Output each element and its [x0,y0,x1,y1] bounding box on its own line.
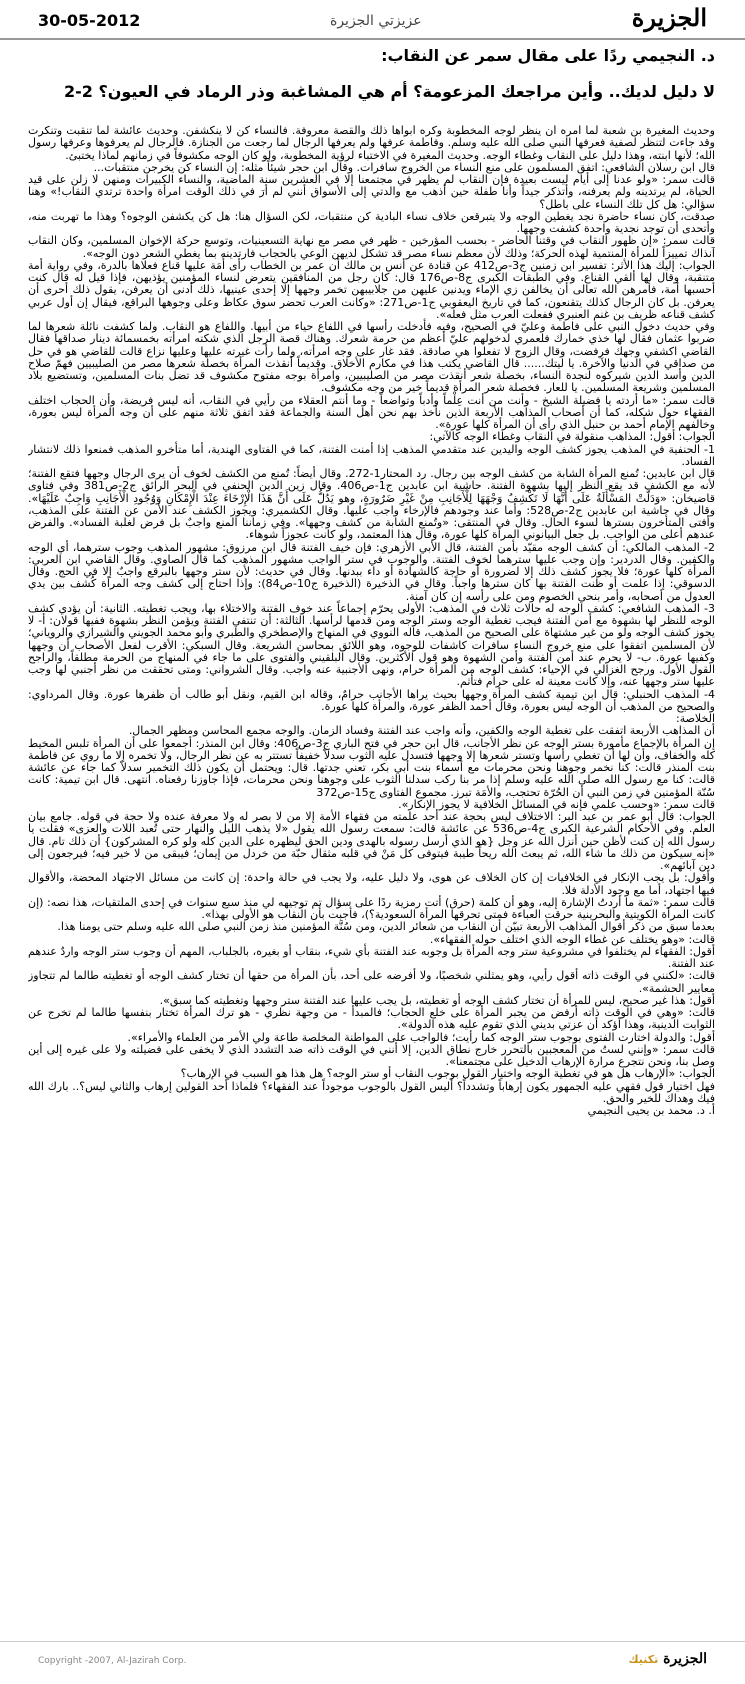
article-body [28,125,715,1638]
article-paragraph: أقول: هذا غير صحيح، ليس للمرأة أن تختار كشف الوجه أو تغطيته، بل يجب عليها عند الفتنة ستر وجهها وتغطيته كما سبق». [159,993,715,1007]
article-paragraph: قالت: «وهي في الوقت ذاته أرفض من يجبر المرأة على خلع الحجاب؛ فالمبدأ - من وجهة نظري - هو ترك المرأة تختار بنفسها طالما لم تخرج عن الثوابت الدينية، وهذا أؤكد أن عزتي بديني الذي تقوم عليه هذه الدولة». [28,1006,715,1032]
article-paragraph: أقول: والدولة اختارت الفتوى بوجوب ستر الوجه كما رأيت؛ فالواجب على المواطنة المخلصة طاعة ولي الأمر من العلماء والأمراء». [127,1030,715,1044]
article-paragraph: الخلاصة: [675,712,715,725]
page-header [0,0,745,40]
article-paragraph: قالت سمر: «ما أردته يا فضيلة الشيخ - وأنت من أنت عِلْماً وأدباً وتواضعاً - وما أنتم العقلاء من رأيي في النقاب، أنه ليس فريضة، وأن الحجاب اختلف الفقهاء حول شكله، كما أن أصحاب المذاهب الأربعة الذين نأخذ بهم نحن أهل السنة والجماعة فقد اتفق ثلاثة منهم على أن وجه المرأة ليس بعورة، وخالفهم الإمام أحمد بن حنبل الذي رأى أن المرأة كلها عورة». [28,393,715,431]
article-paragraph: الجواب: قال أبو عمر بن عبد البر: الاختلاف ليس بحجة عند أحد علمته من فقهاء الأمة إلا من لا بصر له ولا معرفة عنده ولا حجة في قوله. جامع بيان العلم. وفي الأحكام الشرعية الكبرى ج4-ص536 عن عائشة قالت: سمعت رسول الله يقول «لا يذهب الليل والنهار حتى تُعبد اللات والعزى» فقلت يا رسول الله إن كنت لأظن حين أنزل الله عز وجل {هو الذي أرسل رسوله بالهدى ودين الحق ليظهره على الدين كله ولو كره المشركون} أن ذلك تام. قال «إنه سيكون من ذلك ما شاء الله، ثم يبعث الله ريحاً طيبة فيتوفى كل مَنْ في قلبه مثقال حبّة من خردل من إيمان؛ فيبقى من لا خير فيه؛ فيرجعون إلى دين آبائهم». [28,810,715,872]
article-paragraph: إن المرأة بالإجماع مأمورة بستر الوجه عن نظر الأجانب، قال ابن حجر في فتح الباري ج3-ص406: وقال ابن المنذر: أجمعوا على أن المرأة تلبس المخيط كله والخفاف، وأن لها أن تغطي رأسها وتستر شعرها إلا وجهها فتسدل عليه الثوب سدلاً خفيفاً تستتر به عن نظر الرجال، ولا تخمره إلا ما روي عن فاطمة بنت المنذر قالت: كنا نخمر وجوهنا ونحن محرمات مع أسماء بنت أبي بكر، تعني جدتها. قال: ويحتمل أن يكون ذلك التخمير سدلاً كما جاء عن عائشة قالت: كنا مع رسول الله صلى الله عليه وسلم إذا مر بنا ركب سدلنا الثوب على وجوهنا ونحن محرمات، فإذا جاوزنا رفعناه. انتهى. قال ابن تيمية: كانت سُنّة المؤمنين في زمن النبي أن الحُرّة تحتجب، والأمَة تبرز. مجموع الفتاوى ج15-ص372 [28,736,715,799]
article-subtitle: لا دليل لديك.. وأين مراجعك المزعومة؟ أم هي المشاغبة وذر الرماد في العيون؟ 2-2 [63,82,715,101]
article-paragraph: 2- المذهب المالكي: أن كشف الوجه مقيّد بأمن الفتنة، قال الأبي الأزهري: فإن خيف الفتنة قال ابن مرزوق: مشهور المذهب وجوب سترهما، أي الوجه والكفين. وقال الدردير: وإن وجب عليها سترهما لخوف الفتنة. والوجوب في ستر الواجب مشهور المذهب كما قال الصاوي. وقال القاضي ابن العربي: المرأة كلها عورة؛ فلا يجوز كشف ذلك إلا لضرورة أو حاجة كالشهادة أو داء ببدنها. وقال في حديث: لأن ستر وجهها بالبرقع واجبٌ إلا في الحج. وقال الدسوقي: إذا علمت أو ظنت الفتنة بها كان سترها واجباً. وقال في الذخيرة (الذخيرة ج10-ص84): وإذا احتاج إلى كشف وجه المرأة كُشف بين يدي العدول من أصحابه، وأمر بنحي الخصوم ومن على رأسه إن كان آمنة. [28,540,715,603]
footer-logo-sub: تكنيك [628,1653,659,1666]
article-paragraph: أقول: الفقهاء لم يختلفوا في مشروعية ستر وجه المرأة بل وجوبه عند الفتنة بأي شيء، بنقاب أو بغيره، بالجلباب، المهم أن وجوب ستر الوجه واردٌ عندهم عند الفتنة. [28,944,715,970]
article-paragraph: قالت سمر: «إن ظهور النقاب في وقتنا الحاضر - بحسب المؤرخين - ظهر في مصر مع نهاية التسعينيات، وتوسع حركة الإخوان المسلمين، وكان النقاب آنذاك تمييزاً للمرأة المنتمية لهذه الحركة؛ وذلك لأن معظم نساء مصر قد تشكل لديهن الوعي بالحجاب فارتدينه بما يغطي الشعر دون الوجه». [28,234,715,260]
article-titles [30,44,715,104]
article-paragraph: قالت سمر: «وحسب علمي فإنه في المسائل الخلافية لا يجوز الإنكار». [398,797,715,811]
article-paragraph: وحديث المغيرة بن شعبة لما أمره أن ينظر لوجه المخطوبة وكره أبواها ذلك والقصة معروفة. فالنساء كن لا ينكشفن. وحديث عائشة لما تنقبت وتنكرت وقد جاءت لتنظر لصفية فعرفها النبي صلى الله عليه وسلم. وفاطمة عرفها ولم يعرفها الرجال لما رجعت من الجنازة. فالرجال لم يعرفوها وعرفها رسول الله؛ لأنها ابنته، وهذا دليل على النقاب وغطاء الوجه. وحديث المغيرة في الاختباء لرؤية المخطوبة، ولو كان الوجه مكشوفاً في زمانهم لماذا يختبئ. [28,125,715,162]
footer-logo[interactable] [622,1651,707,1667]
article-paragraph: وفي حديث دخول النبي على فاطمة وعليّ في الصحيح، وفيه فأدخلت رأسها في اللفاع حياء من أبيها. واللفاع هو النقاب. ولما كشفت نائلة شعرها لما ضربوا عثمان فقال لها خذي خمارك فلعمري لدخولهم عليّ أعظم من حرمة شعرك. وهناك قصة الرجل الذي شكته امرأته بخمسمائة دينار صداقها فقال القاضي اكشفي وجهك فرفضت، وقال الزوج لا تفعلوا هي صادقة. فقد غار على وجه امرأته، ولما رأت غيرته عليها وعليها نزاع قالت للقاضي هو في حل من صداقي في الدنيا والآخرة. يا ليتك...... قال القاضي يكتب هذا في مكارم الأخلاق. وقديماً أنقذت المرأة بخصلة شعرها مصر من الصليبيين فهمّ صلاح الدين وأسد الدين شيركوه لنجدة النساء، بخصلة شعر أنقذت مصر من الصليبيين، وامرأة بوجه مفتوح مكشوف قد تضل بنات المسلمين، وتستضيع بلاد المسلمين وشريعة المسلمين. يا للعار. فخصلة شعر المرأة قديماً خير من وجه مكشوف. [28,320,715,395]
article-paragraph: بعدما سبق من ذكر أقوال المذاهب الأربعة تبيّن أن النقاب من شعائر الدين، ومن سُنَّة المؤمنين منذ زمن النبي صلى الله عليه وسلم حتى يومنا هذا. [57,920,715,934]
article-paragraph: قالت سمر: «ثمة ما أردتُ الإشارة إليه، وهو أن كلمة (حرق) أتت رمزية ردًا على سؤال تم توجيهه لي منذ سبع سنوات في إحدى الملتقيات، هذا نصه: (إن كانت المرأة الكويتية والبحرينية حرقت العباءة فمتى تحرقها المرأة السعودية؟)، فأجبت بأن النقاب هو الأولى بهذا». [28,895,715,921]
article-paragraph: فهل اختيار قول فقهي عليه الجمهور يكون إرهاباً وتشدداً؟ أليس القول بالوجوب موجوداً عند الفقهاء؟ فلماذا أحد القولين إرهاب والثاني ليس؟.. بارك الله فيك وهداك للخير والحق. [28,1079,715,1105]
article-paragraph: الجواب: إليك هذا الأثر: تفسير ابن زمنين ج3-ص412 عن قتادة عن أنس بن مالك أن عمر بن الخطاب رأى أَمَة عليها قناع فعلاها بالدرة، وفي رواية أمة متنقبة، وقال لها ألقي القناع. وفي الطبقات الكبرى ج8-ص176 قال: كان رجل من المنافقين يتعرض لنساء المؤمنين يؤذيهن، فإذا قيل له قال كنت أحسبها أمة، فأمرهن الله تعالى أن يخالفن زي الإماء ويدنين عليهن من جلابيبهن تخمر وجهها إلا إحدى عينيها، ذلك أدنى أن يعرفن، يقول ذلك أحرى أن يعرفن. بل كان الرجال كذلك يتقنعون، كما في تاريخ اليعقوبي ج1-ص271: «وكانت العرب تحضر سوق عكاظ وعلى وجوهها البراقع، فيقال إن أول عربي كشف قناعه ظريف بن غنم العنبري ففعلت العرب مثل فعله». [28,258,715,321]
article-paragraph: الجواب: أقول: المذاهب منقولة في النقاب وغطاء الوجه كالآتي: [429,430,715,444]
copyright-text: Copyright -2007, Al-Jazirah Corp. [38,1656,187,1666]
article-paragraph: قال ابن عابدين: تُمنع المرأة الشابة من كشف الوجه بين رجال. رد المحتار1-272. وقال أيضاً: تُمنع من الكشف لخوف أن يرى الرجال وجهها فتقع الفتنة؛ لأنه مع الكشف قد يقع النظر إليها بشهوة الفتنة. حاشية ابن عابدين ج1-ص406. وقال زين الدين الحنفي في البحر الرائق ج2-ص381 وفي فتاوى قاضيخان: «وَدَلَّتْ المَسْأَلَةُ عَلَى أَنَّهَا لَا تَكْشِفُ وَجْهَهَا لِلْأَجَانِبِ مِنْ غَيْرِ ضَرُورَةٍ، وهو يَدُلُّ عَلَى أَنَّ هَذَا الْإِرْخَاءَ عِنْدَ الْإِمْكَانِ وَوُجُودِ الْأَجَانِبِ وَاجِبٌ عَلَيْهَا». وقال في حاشية ابن عابدين ج2-ص528: وأما عند وجودهم فالإرخاء واجب عليها. وقال الكشميري: ويجوز الكشف عند الأمن عن الفتنة على المذهب، وأفتى المتأخرون بسترها لسوء الحال. وقال في المنتقى: «وتُمنع الشابة من كشف وجهها». وفي زماننا المنع واجبٌ بل فرض لغلبة الفساد». والفرض عندهم أعلى من الواجب. بل جعل البيانوني المرأة كلها عورة، وقال هذا المعتمد، ولو كانت عجوزاً شوهاء. [28,467,715,542]
footer-logo-main: الجزيرة [663,1651,707,1667]
page-footer [0,1641,745,1684]
article-paragraph: 1- الحنفية في المذهب يجوز كشف الوجه واليدين عند متقدمي المذهب إذا أمنت الفتنة، كما في الفتاوى الهندية، أما متأخرو المذهب فمنعوا ذلك لانتشار الفساد. [28,442,715,468]
article-paragraph: قالت: «وهو يختلف عن غطاء الوجه الذي اختلف حوله الفقهاء». [429,932,715,946]
article-paragraph: قالت: «لكنني في الوقت ذاته أقول رأيي، وهو يمثلني شخصيًا، ولا أفرضه على أحد، بأن المرأة من حقها أن تختار كشف الوجه أو تغطيته طالما لم تتجاوز معايير الحشمة». [28,969,715,995]
section-name: عزيزتي الجزيرة [330,13,422,29]
article-paragraph: أ. د. محمد بن يحيى النجيمي [587,1104,715,1117]
article-paragraph: قالت سمر: «ولو عدنا إلى أيام ليست بعيدة فإن النقاب لم يظهر في مجتمعنا إلا في العشرين سنة الماضية، والنساء الكبيرات ومنهن لا زلن على قيد الحياة، لم يرتدينه ولم يعرفنه، وأتذكر جيداً وأنا طفلة حين أذهب مع والدتي إلى الأسواق أنني لم أرَ في ذلك الوقت امرأة واحدة ترتدي النقاب!» وهنا سؤالي: هل كل تلك النساء على باطل؟ [28,173,715,211]
article-paragraph: قال ابن رسلان الشافعي: اتفق المسلمون على منع النساء من الخروج سافرات. وقال ابن حجر شيئاً مثله: إن النساء كن يخرجن منتقبات... [93,160,715,174]
logo-text: الجزيرة [631,3,707,32]
article-paragraph: صدقت، كان نساء حاضرة نجد يغطين الوجه ولا يتبرقعن خلاف نساء البادية كن منتقبات، لكن السؤال هنا: هل كن يكشفن الوجوه؟ وهذا ما تهربت منه، وأتحدى أن توجد نجدية واحدة كشفت وجهها. [28,209,715,235]
issue-date: 30-05-2012 [38,11,141,30]
article-paragraph: أن المذاهب الأربعة اتفقت على تغطية الوجه والكفين، وأنه واجب عند الفتنة وفساد الزمان. والوجه مجمع المحاسن ومظهر الجمال. [128,724,715,738]
article-paragraph: 4- المذهب الحنبلي: قال ابن تيمية كشف المرأة وجهها بحيث يراها الأجانب حرامٌ، وقاله ابن القيم، ونقل أبو طالب أن ظفرها عورة. وقال المرداوي: والصحيح من المذهب أن الوجه ليس بعورة، وقال أحمد الظفر عورة، والمرأة كلها عورة. [28,687,715,713]
article-title: د. النجيمي ردًا على مقال سمر عن النقاب: [381,46,715,65]
article-paragraph: قالت سمر: «وإنني لستُ من المعجبين بالتحرر خارج نطاق الدين، إلا أنني في الوقت ذاته ضد التشدد الذي لا يخفى على فضيلته ولا على غيره إلى أين وصل بنا، ونحن نتجرع مرارة الإرهاب الدخيل على مجتمعنا». [28,1042,715,1068]
jazirah-logo[interactable] [632,3,707,37]
article-paragraph: 3- المذهب الشافعي: كشف الوجه له حالات ثلاث في المذهب: الأولى يحرّم إجماعاً عند خوف الفتنة والاختلاء بها، ويجب تغطيته. الثانية: أن يؤدي كشف الوجه للنظر لها بشهوة مع أمن الفتنة فيجب تغطية الوجه وستر الوجه ومن قدمها لرأسها. الثالثة: أن تنتفي الفتنة ويؤمن النظر بشهوة ففيها قولان: أ- لا يجوز كشف الوجه ولو من غير مشتهاة على الصحيح من المذهب، قاله النووي في المنهاج والإصطخري والطبري وأبو محمد الجويني والشيرازي والروياني؛ لأن المسلمين اتفقوا على منع خروج النساء سافرات كاشفات للوجوه، وهو اللائق بمحاسن الشريعة. وقال السبكي: الأقرب لفعل الأصحاب أن وجهها وكفيها عورة. ب- لا يحرم عند أمن الفتنة وأمن الشهوة وهو قول الأكثرين. وقال البلقيني والفتوى على ما جاء في المنهاج من الحرمة مطلقاً، والراجح القول الأول. ورجح الغزالي في الإحياء: كشف الوجه من المرأة حرام، ونهى الأجنبية عنه واجب. وقال الشرواني: ومتى تحققت من نظر أجنبي لها وجب عليها ستر وجهها عنه، وإلا كانت معينة له على حرام فتأثم. [28,601,715,689]
article-paragraph: الجواب: «الإرهاب هل هو في تغطية الوجه واختيار القول بوجوب النقاب أو ستر الوجه؟ هل هذا هو السبب في الإرهاب؟ [180,1067,715,1081]
article-paragraph: وأقول: بل يجب الإنكار في الخلافيات إن كان الخلاف عن هوى، ولا دليل عليه، ولا يجب في حالة واحدة: إن كانت من مسائل الاجتهاد المحضة، والأقوال فيها اجتهاد، أما مع وجود الأدلة فلا. [28,871,715,897]
